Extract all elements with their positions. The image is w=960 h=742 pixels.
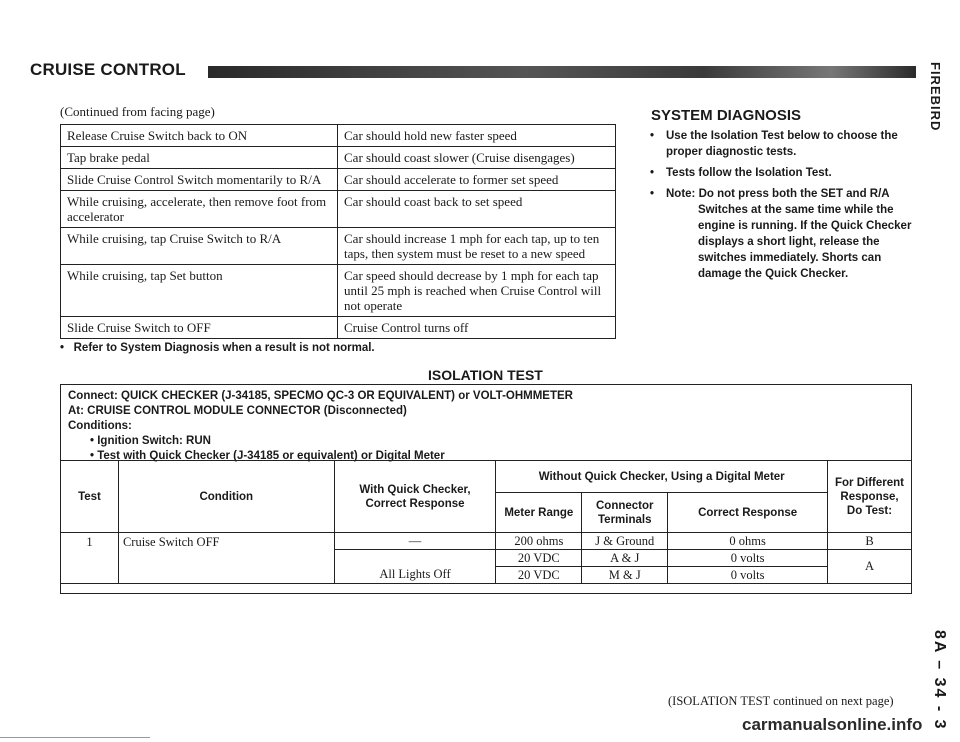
isolation-test-conditions [68,389,573,464]
do-test-cell: B [828,533,912,550]
continued-note: (Continued from facing page) [60,104,215,119]
result-cell: Car should coast back to set speed [338,191,616,228]
verification-table [60,124,616,339]
meter-range-cell: 20 VDC [496,567,582,584]
isolation-test-table [60,460,912,584]
action-cell: Slide Cruise Switch to OFF [61,317,338,339]
action-cell: Release Cruise Switch back to ON [61,125,338,147]
correct-cell: 0 volts [668,550,828,567]
header-connector-terminals: Connector Terminals [582,493,668,533]
refer-note-text: Refer to System Diagnosis when a result is not normal. [73,342,375,354]
table-row [61,317,616,339]
correct-cell: 0 volts [668,567,828,584]
note-head: Note: Do not press both the SET and R/A [666,188,890,200]
header-without-quick-checker: Without Quick Checker, Using a Digital Meter [496,461,828,493]
result-cell: Car speed should decrease by 1 mph for each tap until 25 mph is reached when Cruise Control will not operate [338,265,616,317]
list-item: • Use the Isolation Test below to choose the proper diagnostic tests. [648,128,923,160]
at-line: At: CRUISE CONTROL MODULE CONNECTOR (Disconnected) [68,405,407,417]
condition-meter: • Test with Quick Checker (J-34185 or equivalent) or Digital Meter [90,450,445,462]
meter-range-cell: 20 VDC [496,550,582,567]
result-cell: Cruise Control turns off [338,317,616,339]
header-meter-range: Meter Range [496,493,582,533]
result-cell: Car should increase 1 mph for each tap, up to ten taps, then system must be reset to a new speed [338,228,616,265]
action-cell: Slide Cruise Control Switch momentarily to R/A [61,169,338,191]
page-title: CRUISE CONTROL [30,60,186,79]
table-row [61,228,616,265]
header-bar [208,66,916,78]
action-cell: While cruising, tap Cruise Switch to R/A [61,228,338,265]
action-cell: Tap brake pedal [61,147,338,169]
header-condition: Condition [118,461,334,533]
system-diagnosis-list [648,128,923,287]
side-tab-page-number: 8A – 34 - 3 [931,630,948,731]
header-correct-response: Correct Response [668,493,828,533]
test-number-cell: 1 [61,533,119,584]
result-cell: Car should coast slower (Cruise disengages) [338,147,616,169]
refer-note [60,342,375,354]
side-tab-model: FIREBIRD [928,62,943,132]
header-with-quick-checker: With Quick Checker, Correct Response [334,461,496,533]
result-cell: Car should hold new faster speed [338,125,616,147]
result-cell: Car should accelerate to former set speed [338,169,616,191]
with-quick-cell: All Lights Off [334,550,496,584]
isolation-test-box [60,384,912,594]
list-item [648,186,923,282]
table-header-row [61,461,912,493]
do-test-cell: A [828,550,912,584]
correct-cell: 0 ohms [668,533,828,550]
table-row [61,265,616,317]
divider [0,737,150,738]
watermark: carmanualsonline.info [742,715,923,734]
list-item: • Tests follow the Isolation Test. [648,165,923,181]
connect-line: Connect: QUICK CHECKER (J-34185, SPECMO QC-3 OR EQUIVALENT) or VOLT-OHMMETER [68,390,573,402]
table-row [61,147,616,169]
meter-range-cell: 200 ohms [496,533,582,550]
system-diagnosis-title: SYSTEM DIAGNOSIS [651,107,802,124]
isolation-test-title: ISOLATION TEST [428,367,543,383]
condition-ignition: • Ignition Switch: RUN [90,435,211,447]
note-body: Switches at the same time while the engine is running. If the Quick Checker displays a short light, release the switches immediately. Shorts can damage the Quick Checker. [698,204,912,280]
table-row [61,191,616,228]
header-for-different-response: For Different Response, Do Test: [828,461,912,533]
bullet-icon: • [60,342,74,354]
table-row [61,533,912,550]
continued-next-note: (ISOLATION TEST continued on next page) [668,694,894,708]
table-row [61,169,616,191]
header-test: Test [61,461,119,533]
action-cell: While cruising, accelerate, then remove foot from accelerator [61,191,338,228]
condition-cell: Cruise Switch OFF [118,533,334,584]
terminals-cell: J & Ground [582,533,668,550]
terminals-cell: M & J [582,567,668,584]
conditions-label: Conditions: [68,420,132,432]
action-cell: While cruising, tap Set button [61,265,338,317]
with-quick-cell: — [334,533,496,550]
terminals-cell: A & J [582,550,668,567]
table-row [61,125,616,147]
